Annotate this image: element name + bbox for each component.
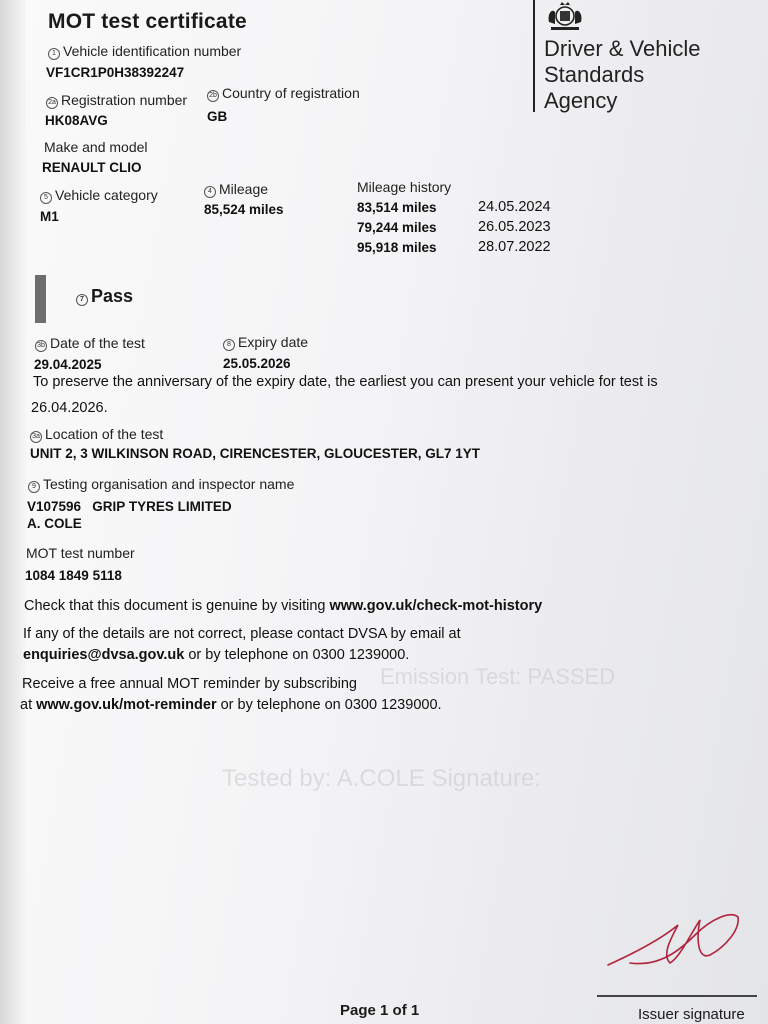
vin-label: 1 Vehicle identification number: [48, 43, 241, 60]
field-number-icon: 3b: [35, 340, 47, 352]
contact-email-link[interactable]: enquiries@dvsa.gov.uk: [23, 647, 185, 663]
mileage-history-date-1: 24.05.2024: [478, 199, 551, 215]
show-through-emission: Emission Test: PASSED: [380, 664, 616, 689]
mileage-history-date-3: 28.07.2022: [478, 239, 551, 255]
field-number-icon: 4: [204, 186, 216, 198]
test-date-label: 3b Date of the test: [35, 335, 145, 352]
location-label: 3a Location of the test: [30, 426, 163, 443]
check-mot-link[interactable]: www.gov.uk/check-mot-history: [329, 598, 543, 614]
make-value: RENAULT CLIO: [42, 160, 142, 175]
mot-reminder-link[interactable]: www.gov.uk/mot-reminder: [36, 697, 217, 713]
mileage-history-date-2: 26.05.2023: [478, 219, 551, 235]
reminder-link-line: at www.gov.uk/mot-reminder or by telephone on 0300 1239000.: [20, 697, 442, 713]
pass-status-bar: [35, 275, 46, 323]
test-date-value: 29.04.2025: [34, 357, 102, 372]
anniversary-note: To preserve the anniversary of the expiry date, the earliest you can present your vehicle for test is: [33, 374, 658, 390]
test-number-label: MOT test number: [26, 545, 135, 561]
signature-line: [597, 995, 757, 997]
field-number-icon: 9: [28, 481, 40, 493]
test-number-value: 1084 1849 5118: [25, 568, 122, 583]
agency-divider: [533, 0, 535, 112]
field-number-icon: 2a: [46, 97, 58, 109]
royal-crest-icon: [543, 2, 587, 34]
make-label: Make and model: [44, 139, 148, 155]
contact-email-line: enquiries@dvsa.gov.uk or by telephone on 0300 1239000.: [23, 647, 410, 663]
show-through-tested-by: Tested by: A.COLE Signature:: [222, 765, 541, 792]
organisation-label: 9 Testing organisation and inspector name: [28, 476, 294, 493]
mileage-history-miles-3: 95,918 miles: [357, 240, 437, 255]
vin-value: VF1CR1P0H38392247: [46, 65, 185, 80]
agency-line-1: Driver & Vehicle: [544, 36, 701, 61]
registration-label: 2a Registration number: [46, 92, 187, 109]
registration-value: HK08AVG: [45, 113, 108, 128]
field-number-icon: 2b: [207, 90, 219, 102]
agency-logo-text: [544, 36, 701, 114]
organisation-value: V107596 GRIP TYRES LIMITED: [27, 499, 232, 514]
inspector-name: A. COLE: [27, 516, 82, 531]
field-number-icon: 8: [223, 339, 235, 351]
mileage-history-miles-1: 83,514 miles: [357, 200, 437, 215]
field-number-icon: 3a: [30, 431, 42, 443]
page-number: Page 1 of 1: [340, 1002, 420, 1019]
page-shadow: [0, 0, 26, 1024]
agency-line-2: Standards: [544, 62, 645, 87]
mileage-label: 4 Mileage: [204, 181, 268, 198]
mileage-history-label: Mileage history: [357, 179, 452, 195]
agency-line-3: Agency: [544, 88, 618, 113]
pass-status: 7 Pass: [76, 286, 133, 307]
field-number-icon: 7: [76, 294, 88, 306]
reminder-text: Receive a free annual MOT reminder by subscribing: [22, 676, 358, 692]
check-genuine-text: Check that this document is genuine by visiting www.gov.uk/check-mot-history: [24, 598, 543, 614]
country-value: GB: [207, 109, 228, 124]
page-title: MOT test certificate: [48, 10, 247, 33]
contact-text: If any of the details are not correct, please contact DVSA by email at: [23, 626, 461, 642]
field-number-icon: 1: [48, 48, 60, 60]
field-number-icon: 5: [40, 192, 52, 204]
country-label: 2b Country of registration: [207, 85, 360, 102]
expiry-date-value: 25.05.2026: [223, 356, 291, 371]
location-value: UNIT 2, 3 WILKINSON ROAD, CIRENCESTER, GLOUCESTER, GL7 1YT: [30, 446, 481, 461]
signature-label: Issuer signature: [638, 1006, 745, 1023]
mileage-history-miles-2: 79,244 miles: [357, 220, 437, 235]
category-label: 5 Vehicle category: [40, 187, 158, 204]
category-value: M1: [40, 209, 59, 224]
anniversary-note-date: 26.04.2026.: [31, 400, 108, 416]
mileage-value: 85,524 miles: [204, 202, 284, 217]
expiry-date-label: 8 Expiry date: [223, 334, 308, 351]
issuer-signature-icon: [600, 905, 750, 980]
